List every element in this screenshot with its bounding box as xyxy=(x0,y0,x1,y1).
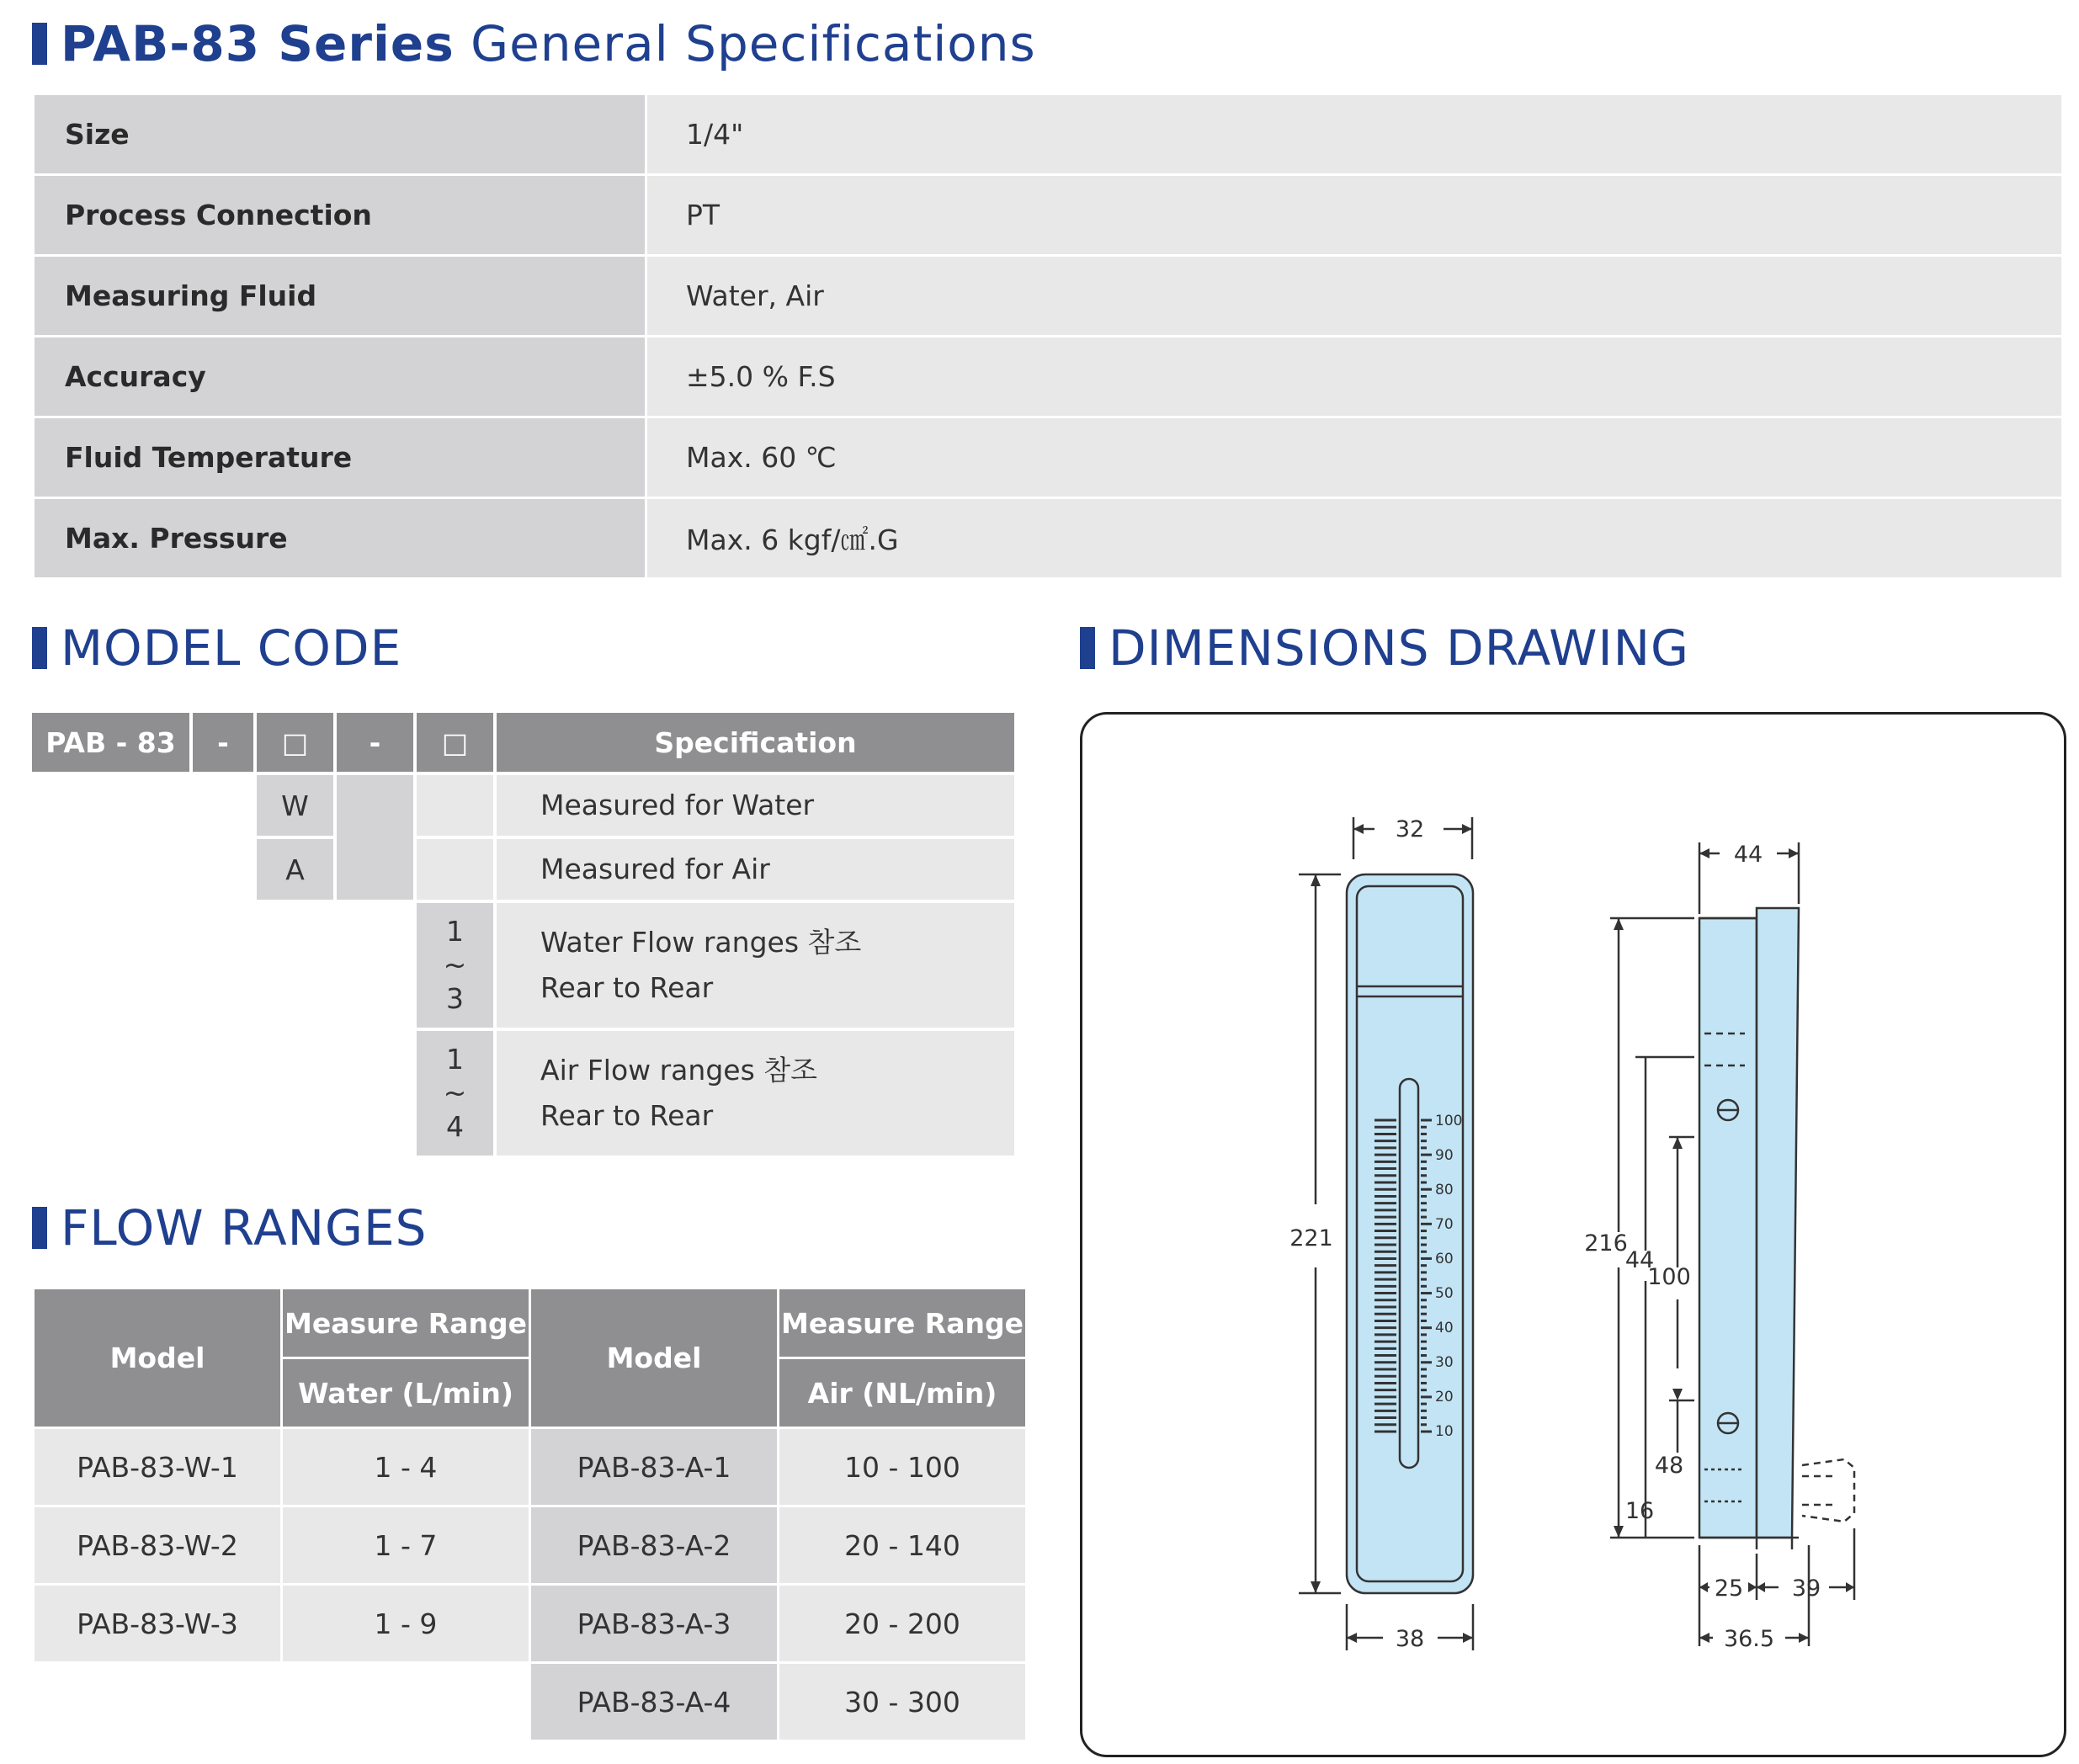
spec-value: Water, Air xyxy=(646,256,2063,337)
model-code-dash: - xyxy=(337,713,413,772)
range-code-air: 1 ~ 4 xyxy=(417,1031,493,1156)
water-model-cell: PAB-83-W-1 xyxy=(34,1428,282,1506)
air-range-cell: 10 - 100 xyxy=(779,1428,1027,1506)
dim-48-label: 48 xyxy=(1654,1453,1684,1479)
range-desc-water xyxy=(497,903,1014,1028)
side-height-label: 216 xyxy=(1584,1230,1628,1257)
spec-title-bold: PAB-83 Series xyxy=(61,15,455,72)
specification-header: Specification xyxy=(497,713,1014,772)
spec-value: Max. 60 ℃ xyxy=(646,417,2063,498)
table-row xyxy=(34,498,2063,579)
table-row xyxy=(34,1585,1027,1663)
flow-ranges-title: FLOW RANGES xyxy=(32,1199,427,1257)
dim-100-label: 100 xyxy=(1647,1264,1691,1290)
air-model-cell: PAB-83-A-4 xyxy=(530,1663,779,1741)
table-row xyxy=(34,1663,1027,1741)
flow-ranges-table xyxy=(32,1287,1028,1742)
spec-title-rest: General Specifications xyxy=(471,15,1036,72)
air-model-cell: PAB-83-A-1 xyxy=(530,1428,779,1506)
scale-number: 90 xyxy=(1435,1147,1454,1164)
air-range-cell: 20 - 140 xyxy=(779,1506,1027,1585)
dim-44-label: 44 xyxy=(1624,1247,1655,1273)
front-top-width-label: 32 xyxy=(1395,816,1425,842)
dimensions-drawing xyxy=(1080,712,2066,1757)
model-code-range-slot: □ xyxy=(417,713,493,772)
table-row xyxy=(34,94,2063,175)
air-model-cell: PAB-83-A-3 xyxy=(530,1585,779,1663)
table-row xyxy=(34,1428,1027,1506)
spec-value: Max. 6 kgf/㎠.G xyxy=(646,498,2063,579)
scale-number: 30 xyxy=(1435,1354,1454,1371)
water-range-cell: 1 - 4 xyxy=(282,1428,530,1506)
title-marker xyxy=(1080,627,1095,669)
table-row xyxy=(34,256,2063,337)
spec-table xyxy=(32,93,2064,580)
fluid-code-w: W xyxy=(257,775,333,836)
spec-value: ±5.0 % F.S xyxy=(646,337,2063,417)
side-top-width-label: 44 xyxy=(1733,842,1763,868)
dim-16-label: 16 xyxy=(1624,1498,1655,1524)
scale-number: 100 xyxy=(1435,1113,1463,1129)
fluid-desc-air xyxy=(497,839,1014,900)
empty-cell xyxy=(417,775,493,836)
water-model-cell: PAB-83-W-3 xyxy=(34,1585,282,1663)
model-code-title: MODEL CODE xyxy=(32,619,401,677)
model-header: Model xyxy=(530,1288,779,1428)
spec-label: Process Connection xyxy=(34,175,646,256)
side-face xyxy=(1757,908,1799,1538)
spec-label: Size xyxy=(34,94,646,175)
scale-number: 10 xyxy=(1435,1423,1454,1440)
air-range-cell: 30 - 300 xyxy=(779,1663,1027,1741)
empty-cell xyxy=(34,1663,282,1741)
table-row xyxy=(34,417,2063,498)
table-header-row xyxy=(34,1288,1027,1358)
scale-number: 80 xyxy=(1435,1182,1454,1198)
table-row xyxy=(34,337,2063,417)
spec-label: Accuracy xyxy=(34,337,646,417)
water-model-cell: PAB-83-W-2 xyxy=(34,1506,282,1585)
scale-number: 50 xyxy=(1435,1285,1454,1302)
scale-number: 70 xyxy=(1435,1216,1454,1233)
desc-line: Air Flow ranges 참조 xyxy=(540,1054,818,1087)
desc-text: Measured for Air xyxy=(540,853,770,885)
front-height-label: 221 xyxy=(1289,1225,1333,1251)
dash-column-fill xyxy=(337,775,413,900)
spec-section-title xyxy=(32,15,1036,72)
scale-number: 40 xyxy=(1435,1320,1454,1336)
range-desc-air xyxy=(497,1031,1014,1156)
model-header: Model xyxy=(34,1288,282,1428)
air-model-cell: PAB-83-A-2 xyxy=(530,1506,779,1585)
scale-number: 20 xyxy=(1435,1389,1454,1405)
air-unit-header: Air (NL/min) xyxy=(779,1358,1027,1428)
dimensions-title: DIMENSIONS DRAWING xyxy=(1080,619,1689,677)
dim-25-label: 25 xyxy=(1714,1575,1744,1602)
desc-line: Rear to Rear xyxy=(540,971,714,1004)
fluid-code-a: A xyxy=(257,839,333,900)
fluid-desc-water xyxy=(497,775,1014,836)
spec-label: Measuring Fluid xyxy=(34,256,646,337)
desc-line: Water Flow ranges 참조 xyxy=(540,926,862,959)
title-marker xyxy=(32,23,47,65)
scale-number: 60 xyxy=(1435,1251,1454,1267)
table-row xyxy=(34,1506,1027,1585)
range-code-water: 1 ~ 3 xyxy=(417,903,493,1028)
model-code-prefix: PAB - 83 xyxy=(32,713,189,772)
air-range-cell: 20 - 200 xyxy=(779,1585,1027,1663)
measure-range-header: Measure Range xyxy=(779,1288,1027,1358)
water-unit-header: Water (L/min) xyxy=(282,1358,530,1428)
spec-label: Fluid Temperature xyxy=(34,417,646,498)
water-range-cell: 1 - 7 xyxy=(282,1506,530,1585)
desc-text: Measured for Water xyxy=(540,789,815,821)
water-range-cell: 1 - 9 xyxy=(282,1585,530,1663)
title-marker xyxy=(32,627,47,669)
desc-line: Rear to Rear xyxy=(540,1099,714,1132)
spec-value: 1/4" xyxy=(646,94,2063,175)
empty-cell xyxy=(282,1663,530,1741)
measure-range-header: Measure Range xyxy=(282,1288,530,1358)
dim-39-label: 39 xyxy=(1791,1575,1821,1602)
table-row xyxy=(34,175,2063,256)
spec-value: PT xyxy=(646,175,2063,256)
model-code-fluid-slot: □ xyxy=(257,713,333,772)
float-tube xyxy=(1400,1079,1418,1468)
spec-label: Max. Pressure xyxy=(34,498,646,579)
empty-cell xyxy=(417,839,493,900)
front-bottom-width-label: 38 xyxy=(1395,1626,1425,1652)
model-code-dash: - xyxy=(193,713,253,772)
side-body xyxy=(1699,918,1757,1538)
title-marker xyxy=(32,1207,47,1249)
dim-36-5-label: 36.5 xyxy=(1723,1626,1775,1652)
